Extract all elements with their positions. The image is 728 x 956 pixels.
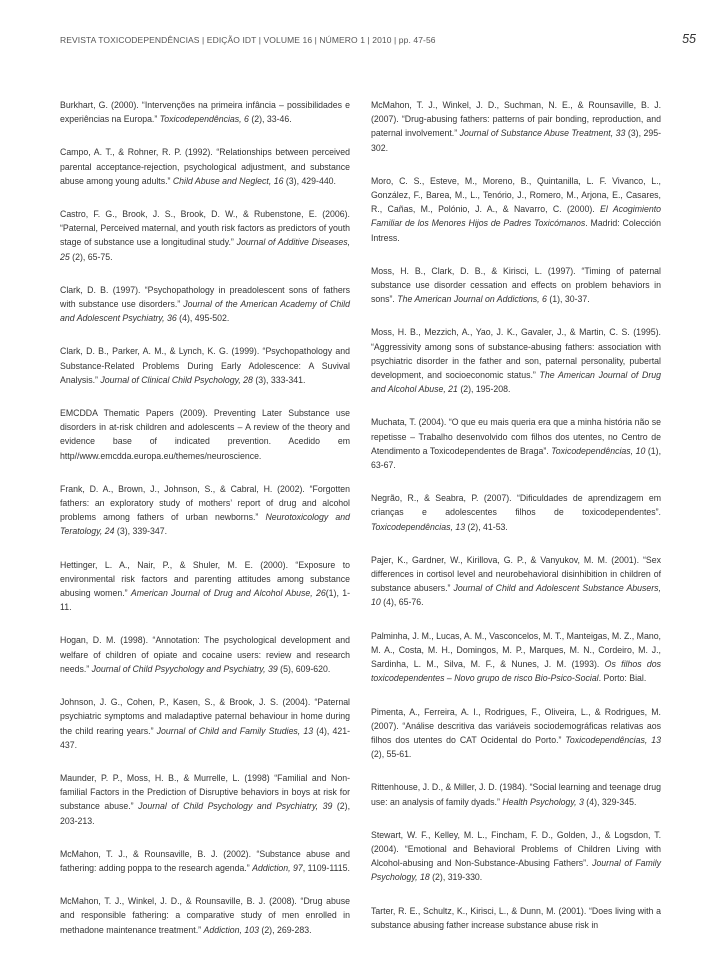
- reference-text: Pimenta, A., Ferreira, A. I., Rodrigues, F., Oliveira, L., & Rodrigues, M. (2007). “Análise descritiva das variáveis sociodemográficas relativas aos filhos dos utentes do CAT Ocidental do Porto.”: [371, 706, 661, 745]
- reference-entry: [371, 264, 661, 307]
- reference-entry: [60, 145, 350, 188]
- reference-source: Journal of Child Psychology and Psychiatry, 39: [138, 801, 333, 812]
- reference-source: Journal of Child and Adolescent Substance Abusers, 10: [371, 583, 661, 608]
- reference-text: Burkhart, G. (2000). “Intervenções na primeira infância – possibilidades e experiências na Europa.”: [60, 100, 350, 125]
- reference-entry: [371, 705, 661, 762]
- reference-entry: [60, 98, 350, 126]
- reference-entry: [60, 406, 350, 463]
- reference-source: Health Psychology, 3: [502, 796, 584, 807]
- reference-pages: (4), 421-437.: [60, 725, 351, 750]
- reference-text: Castro, F. G., Brook, J. S., Brook, D. W., & Rubenstone, E. (2006). “Paternal, Perceived maternal, and youth risk factors as predictors of youth stage of substance use a longitudinal study.”: [60, 209, 350, 248]
- reference-source: Journal of Substance Abuse Treatment, 33: [459, 128, 626, 139]
- reference-source: Addiction, 103: [203, 924, 259, 935]
- reference-source: American Journal of Drug and Alcohol Abuse, 26: [130, 588, 326, 599]
- reference-entry: [371, 629, 661, 686]
- reference-entry: [371, 174, 661, 245]
- reference-source: The American Journal on Addictions, 6: [397, 294, 547, 305]
- reference-source: Journal of Child and Family Studies, 13: [156, 725, 314, 736]
- reference-pages: (1), 30-37.: [546, 294, 590, 305]
- reference-entry: [371, 828, 661, 885]
- reference-text: Muchata, T. (2004). “O que eu mais queria era que a minha história não se repetisse – Trabalho desenvolvido com filhos dos utentes, no Centro de Atendimento a Toxicodependentes de Braga”.: [371, 417, 661, 456]
- reference-text: Hogan, D. M. (1998). “Annotation: The psychological development and welfare of children of opiate and cocaine users: review and research needs.”: [60, 635, 350, 674]
- reference-source: Toxicodependências, 10: [551, 445, 646, 456]
- reference-text: McMahon, T. J., & Rounsaville, B. J. (2002). “Substance abuse and fathering: adding poppa to the research agenda.”: [60, 848, 350, 873]
- reference-text: Johnson, J. G., Cohen, P., Kasen, S., & Brook, J. S. (2004). “Paternal psychiatric symptoms and maladaptive paternal behaviour in home during the child rearing years.”: [60, 697, 350, 736]
- reference-entry: [371, 553, 661, 610]
- reference-pages: (2), 203-213.: [60, 801, 350, 826]
- reference-entry: [60, 283, 350, 326]
- reference-text: Campo, A. T., & Rohner, R. P. (1992). “Relationships between perceived parental acceptance-rejection, psychological adjustment, and substance abuse among young adults.”: [60, 147, 350, 186]
- reference-pages: (2), 65-75.: [69, 251, 113, 262]
- reference-text: Frank, D. A., Brown, J., Johnson, S., & Cabral, H. (2002). “Forgotten fathers: an exploratory study of mothers’ report of drug and alcohol problems among fathers of urban newborns.”: [60, 483, 350, 523]
- reference-text: Moss, H. B., Clark, D. B., & Kirisci, L. (1997). “Timing of paternal substance use disorder cessation and effects on problem behaviors in sons”.: [371, 265, 661, 305]
- reference-text: McMahon, T. J., Winkel, J. D., & Rounsaville, B. J. (2008). “Drug abuse and responsible fathering: a comparative study of men enrolled in methadone maintenance treatment.”: [60, 896, 350, 935]
- reference-source: El Acogimiento Familiar de los Menores Hijos de Padres Toxicómanos: [371, 204, 662, 229]
- reference-text: Clark, D. B., Parker, A. M., & Lynch, K. G. (1999). “Psychopathology and Substance-Related Problems During Early Adolescence: A Suvival Analysis.”: [60, 346, 350, 385]
- reference-entry: [371, 904, 661, 932]
- reference-pages: . Madrid: Colección Intress.: [371, 218, 661, 243]
- reference-source: Journal of Child Psyychology and Psychiatry, 39: [91, 663, 278, 674]
- reference-source: Child Abuse and Neglect, 16: [172, 175, 284, 186]
- reference-source: Journal of the American Academy of Child and Adolescent Psychiatry, 36: [60, 299, 350, 324]
- reference-text: Clark, D. B. (1997). “Psychopathology in preadolescent sons of fathers with substance use disorders.”: [60, 284, 350, 310]
- page-number: 55: [682, 32, 696, 46]
- reference-pages: (3), 339-347.: [114, 526, 168, 537]
- reference-text: Rittenhouse, J. D., & Miller, J. D. (1984). “Social learning and teenage drug use: an analysis of family dyads.”: [371, 782, 661, 807]
- reference-text: Maunder, P. P., Moss, H. B., & Murrelle, L. (1998) “Familial and Non-familial Factors in the Prediction of Disruptive behaviors in boys at risk for substance abuse.”: [60, 772, 350, 812]
- reference-pages: (4), 329-345.: [583, 796, 637, 807]
- reference-entry: [371, 780, 661, 808]
- reference-text: Tarter, R. E., Schultz, K., Kirisci, L., & Dunn, M. (2001). “Does living with a substance abusing father increase substance abuse risk in: [371, 905, 661, 930]
- reference-text: Hettinger, L. A., Nair, P., & Shuler, M. E. (2000). “Exposure to environmental risk factors and parenting attitudes among substance abusing women.”: [60, 559, 350, 599]
- references-right-column: [371, 98, 661, 951]
- reference-entry: [60, 695, 350, 752]
- reference-entry: [60, 894, 350, 937]
- reference-text: Negrão, R., & Seabra, P. (2007). “Dificuldades de aprendizagem em crianças e adolescentes filhos de toxicodependentes”.: [371, 493, 661, 518]
- reference-text: McMahon, T. J., Winkel, J. D., Suchman, N. E., & Rounsaville, B. J. (2007). “Drug-abusing fathers: patterns of pair bonding, reproduction, and paternal involvement.”: [371, 100, 661, 139]
- reference-source: Os filhos dos toxicodependentes – Novo grupo de risco Bio-Psico-Social: [371, 659, 662, 684]
- reference-entry: [60, 344, 350, 387]
- reference-source: Journal of Family Psychology, 18: [371, 858, 661, 883]
- reference-entry: [60, 558, 350, 615]
- reference-pages: (3), 295-302.: [371, 128, 662, 153]
- reference-entry: [371, 415, 661, 472]
- reference-source: Neurotoxicology and Teratology, 24: [60, 512, 350, 537]
- reference-pages: (2), 55-61.: [371, 749, 412, 760]
- reference-source: Journal of Additive Diseases, 25: [60, 237, 350, 262]
- reference-source: Addiction, 97: [252, 862, 303, 873]
- reference-source: Toxicodependências, 6: [159, 114, 249, 125]
- reference-pages: (2), 41-53.: [465, 521, 508, 532]
- reference-source: Journal of Clinical Child Psychology, 28: [100, 374, 253, 385]
- reference-entry: [371, 491, 661, 534]
- reference-pages: (1), 1-11.: [60, 588, 350, 613]
- reference-pages: (3), 333-341.: [252, 374, 306, 385]
- reference-entry: [60, 771, 350, 828]
- reference-pages: (2), 269-283.: [258, 924, 312, 935]
- reference-pages: , 1109-1115.: [302, 862, 350, 873]
- page-header: [60, 32, 696, 55]
- reference-text: Moro, C. S., Esteve, M., Moreno, B., Quintanilla, L. F. Vivanco, L., González, F., Barea, M., L., Tenório, J., Romero, M., Arjona, E., Casares, R., Cañas, M., Polónio, J. A., & Navarro, C. (2000).: [371, 175, 661, 215]
- reference-text: Palminha, J. M., Lucas, A. M., Vasconcelos, M. T., Manteigas, M. Z., Mano, M. A., Costa, M. H., Domingos, M. P., Marques, M. N., Cordeiro, M. J., Sardinha, L. M., Silva, M. F., & Nunes, J. M. (1993).: [371, 630, 661, 670]
- reference-source: Toxicodependências, 13: [565, 734, 661, 745]
- reference-entry: [60, 847, 350, 875]
- reference-pages: (2), 33-46.: [248, 114, 292, 125]
- reference-text: Pajer, K., Gardner, W., Kirillova, G. P., & Vanyukov, M. M. (2001). “Sex differences in cortisol level and neurobehavioral disinhibition in children of substance abusers.”: [371, 554, 661, 594]
- reference-text: EMCDDA Thematic Papers (2009). Preventing Later Substance use disorders in at-risk children and adolescents – A review of the theory and evidence base of indicated prevention. Acedido em http//www.emcdda.europa.eu/themes/neuroscience.: [60, 408, 350, 461]
- reference-entry: [60, 482, 350, 539]
- reference-pages: (4), 65-76.: [380, 597, 424, 608]
- reference-entry: [371, 98, 661, 155]
- references-left-column: [60, 98, 350, 956]
- reference-text: Stewart, W. F., Kelley, M. L., Fincham, F. D., Golden, J., & Logsdon, T. (2004). “Emotional and Behavioral Problems of Children Living with Alcohol-abusing and Non-Substance-Abusing Fathers”.: [371, 829, 661, 869]
- reference-pages: (2), 195-208.: [457, 384, 511, 395]
- reference-entry: [371, 325, 661, 396]
- running-head: REVISTA TOXICODEPENDÊNCIAS | EDIÇÃO IDT | VOLUME 16 | NÚMERO 1 | 2010 | pp. 47-56: [60, 35, 436, 45]
- reference-source: Toxicodependências, 13: [371, 521, 466, 532]
- reference-source: The American Journal of Drug and Alcohol Abuse, 21: [371, 370, 661, 395]
- reference-pages: . Porto: Bial.: [598, 673, 647, 684]
- reference-text: Moss, H. B., Mezzich, A., Yao, J. K., Gavaler, J., & Martin, C. S. (1995). “Aggressivity among sons of substance-abusing fathers: association with psychiatric disorder in the father and son, paternal personality, pubertal development, and socioeconomic status.”: [371, 327, 661, 381]
- reference-pages: (2), 319-330.: [429, 872, 483, 883]
- reference-pages: (1), 63-67.: [371, 445, 661, 471]
- reference-pages: (3), 429-440.: [283, 175, 336, 186]
- reference-pages: (4), 495-502.: [176, 313, 230, 324]
- reference-entry: [60, 207, 350, 264]
- reference-pages: (5), 609-620.: [277, 663, 331, 674]
- reference-entry: [60, 633, 350, 676]
